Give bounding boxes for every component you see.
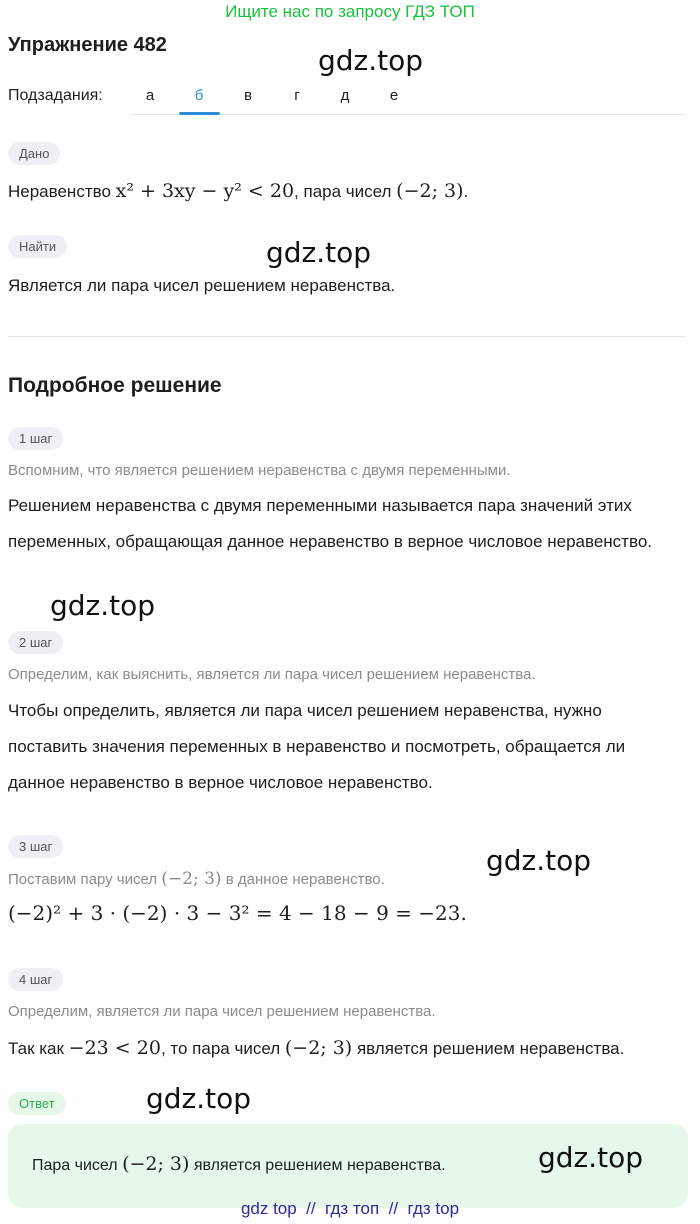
tab-g[interactable]: г <box>294 87 300 104</box>
step-3-hint: Поставим пару чисел (−2; 3) в данное неравенство. <box>8 869 385 889</box>
step-3-hint-pair: (−2; 3) <box>161 869 222 889</box>
tab-b[interactable]: б <box>194 87 204 104</box>
watermark: gdz.top <box>266 236 372 269</box>
tab-e[interactable]: е <box>389 87 399 104</box>
page-title: Упражнение 482 <box>8 34 167 56</box>
given-chip: Дано <box>8 142 60 165</box>
given-pair: (−2; 3) <box>396 180 464 202</box>
step-4-chip: 4 шаг <box>8 968 63 991</box>
find-text: Является ли пара чисел решением неравенства. <box>8 276 396 295</box>
step-2-text: Чтобы определить, является ли пара чисел решением неравенства, нужно поставить значения переменных в неравенство и посмотреть, обращается ли данное неравенство в верное числовое неравенство. <box>8 701 626 792</box>
footer-links[interactable]: gdz top // гдз топ // гдз top <box>240 1199 460 1218</box>
step-1-text: Решением неравенства с двумя переменными называется пара значений этих переменных, обращающая данное неравенство в верное числовое неравенство. <box>8 496 652 551</box>
solution-title: Подробное решение <box>8 374 222 397</box>
step-3-chip: 3 шаг <box>8 835 63 858</box>
step-3-formula: (−2)² + 3 · (−2) · 3 − 3² = 4 − 18 − 9 = −23. <box>8 901 467 925</box>
subtasks-label: Подзадания: <box>8 87 103 104</box>
answer-pair: (−2; 3) <box>122 1153 190 1175</box>
section-divider <box>8 336 686 337</box>
given-inequality: x² + 3xy − y² < 20 <box>115 180 295 202</box>
watermark: gdz.top <box>538 1141 644 1174</box>
watermark: gdz.top <box>318 44 424 77</box>
tab-v[interactable]: в <box>244 87 252 104</box>
tab-d[interactable]: д <box>340 87 350 104</box>
watermark: gdz.top <box>146 1082 252 1115</box>
step-1-hint: Вспомним, что является решением неравенства с двумя переменными. <box>8 462 511 479</box>
step-4-pair: (−2; 3) <box>284 1037 353 1059</box>
answer-chip: Ответ <box>8 1092 66 1115</box>
search-banner[interactable]: Ищите нас по запросу ГДЗ ТОП <box>225 2 475 21</box>
step-4-hint: Определим, является ли пара чисел решением неравенства. <box>8 1003 436 1020</box>
step-2-chip: 2 шаг <box>8 631 63 654</box>
tab-a[interactable]: а <box>145 87 155 104</box>
watermark: gdz.top <box>50 589 156 622</box>
answer-text: Пара чисел (−2; 3) является решением неравенства. <box>32 1153 446 1175</box>
step-2-hint: Определим, как выяснить, является ли пара чисел решением неравенства. <box>8 666 536 683</box>
given-text: Неравенство x² + 3xy − y² < 20, пара чисел (−2; 3). <box>8 180 469 202</box>
find-chip: Найти <box>8 235 67 258</box>
step-4-text: Так как −23 < 20, то пара чисел (−2; 3) является решением неравенства. <box>8 1037 625 1059</box>
watermark: gdz.top <box>486 844 592 877</box>
step-1-chip: 1 шаг <box>8 427 63 450</box>
active-tab-indicator <box>179 112 220 115</box>
step-4-inequality: −23 < 20 <box>68 1037 161 1059</box>
